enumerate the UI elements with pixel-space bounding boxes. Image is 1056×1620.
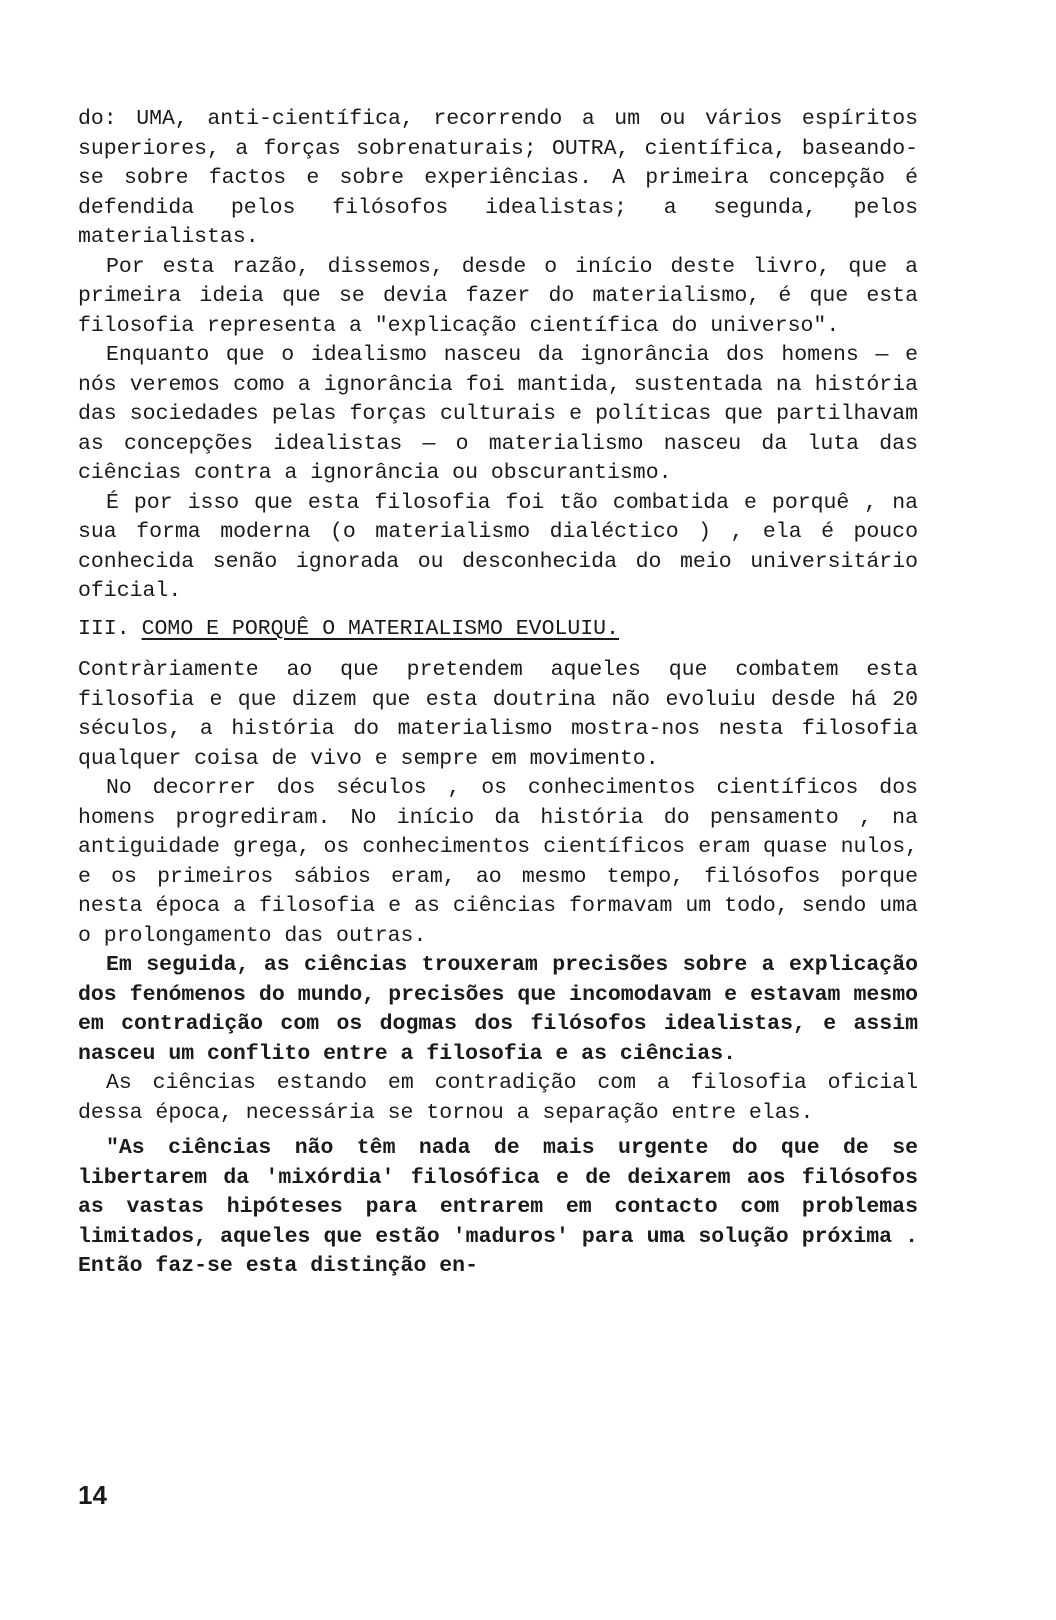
section-number: III. — [78, 616, 130, 641]
paragraph-3: Enquanto que o idealismo nasceu da ignorância dos homens — e nós veremos como a ignorância foi mantida, sustentada na história das sociedades pelas forças culturais e políticas que partilhavam as concepções idealistas — o materialismo nasceu da luta das ciências contra a ignorância ou obscurantismo. — [78, 343, 918, 485]
quote-paragraph: "As ciências não têm nada de mais urgente do que de se libertarem da 'mixórdia' filosófica e de deixarem aos filósofos as vastas hipóteses para entrarem em contacto com problemas limitados, aqueles que estão 'maduros' para uma solução próxima . Então faz-se esta distinção en- — [78, 1136, 918, 1278]
paragraph-5: Contràriamente ao que pretendem aqueles que combatem esta filosofia e que dizem que esta doutrina não evoluiu desde há 20 séculos, a história do materialismo mostra-nos nesta filosofia qualquer coisa de vivo e sempre em movimento. — [78, 658, 918, 771]
paragraph-1: do: UMA, anti-científica, recorrendo a um ou vários espíritos superiores, a forças sobrenaturais; OUTRA, científica, baseando-se sobre factos e sobre experiências. A primeira concepção é defendida pelos filósofos idealistas; a segunda, pelos materialistas. — [78, 107, 918, 249]
body-text — [78, 105, 918, 1282]
page-number: 14 — [78, 1480, 107, 1510]
paragraph-2: Por esta razão, dissemos, desde o início deste livro, que a primeira ideia que se devia fazer do materialismo, é que esta filosofia representa a "explicação científica do universo". — [78, 254, 918, 338]
section-title: COMO E PORQUÊ O MATERIALISMO EVOLUIU. — [141, 616, 619, 641]
paragraph-4: É por isso que esta filosofia foi tão combatida e porquê , na sua forma moderna (o materialismo dialéctico ) , ela é pouco conhecida senão ignorada ou desconhecida do meio universitário oficial. — [78, 490, 918, 603]
section-heading — [78, 615, 918, 645]
paragraph-6: No decorrer dos séculos , os conhecimentos científicos dos homens progrediram. No início da história do pensamento , na antiguidade grega, os conhecimentos científicos eram quase nulos, e os primeiros sábios eram, ao mesmo tempo, filósofos porque nesta época a filosofia e as ciências formavam um todo, sendo uma o prolongamento das outras. — [78, 776, 918, 948]
paragraph-7: Em seguida, as ciências trouxeram precisões sobre a explicação dos fenómenos do mundo, precisões que incomodavam e estavam mesmo em contradição com os dogmas dos filósofos idealistas, e assim nasceu um conflito entre a filosofia e as ciências. — [78, 953, 918, 1066]
paragraph-8: As ciências estando em contradição com a filosofia oficial dessa época, necessária se tornou a separação entre elas. — [78, 1071, 918, 1125]
